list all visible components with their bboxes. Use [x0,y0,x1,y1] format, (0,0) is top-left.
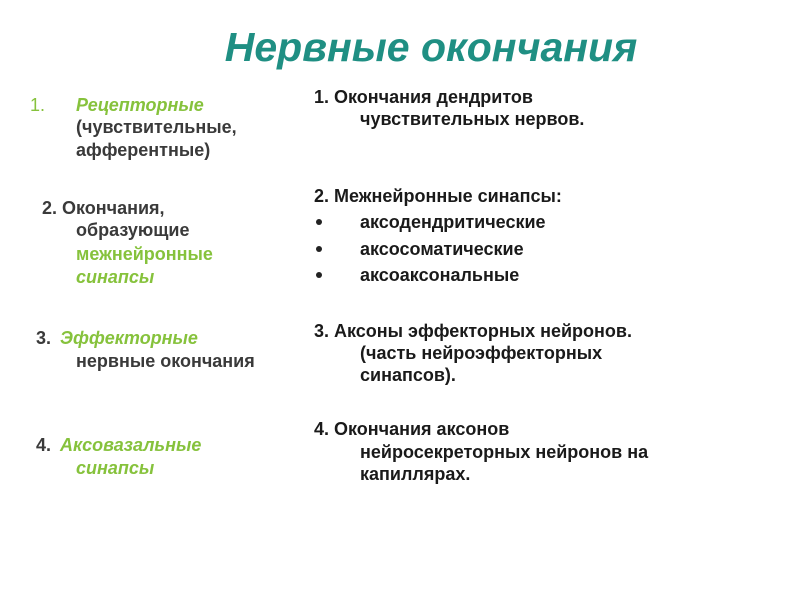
item3-number: 3. [36,328,52,348]
right-item1-line1: 1. Окончания дендритов [314,87,533,107]
right-item2-bullet2: аксосоматические [360,239,524,259]
item1-line2: (чувствительные, [76,117,237,137]
item4-number: 4. [36,435,52,455]
item1-highlight: Рецепторные [76,95,204,115]
right-item3-line1: 3. Аксоны эффекторных нейронов. [314,321,632,341]
right-item4-line1: 4. Окончания аксонов [314,419,510,439]
bullet-icon [316,246,322,252]
item2-highlight1: межнейронные [76,244,213,264]
right-item2-line1: 2. Межнейронные синапсы: [314,186,562,206]
right-item4-line2: нейросекреторных нейронов на [360,442,649,462]
slide-title: Нервные окончания [224,24,638,70]
item2-highlight2: синапсы [76,267,155,287]
right-item3-line3: синапсов). [360,365,456,385]
item4-line2: синапсы [76,458,155,478]
item1-line3: афферентные) [76,140,211,160]
item4-highlight: Аксовазальные [60,435,202,455]
item2-line2: образующие [76,220,190,240]
item3-highlight: Эффекторные [60,328,198,348]
right-item2-bullet1: аксодендритические [360,212,546,232]
right-item3-line2: (часть нейроэффекторных [360,343,603,363]
right-item1-line2: чувствительных нервов. [360,109,585,129]
item2-line1: 2. Окончания, [42,198,165,218]
right-item2-bullet3: аксоаксональные [360,265,520,285]
right-item4-line3: капиллярах. [360,464,471,484]
item3-line2: нервные окончания [76,351,255,371]
bullet-icon [316,219,322,225]
bullet-icon [316,272,322,278]
item1-number: 1. [30,95,46,115]
